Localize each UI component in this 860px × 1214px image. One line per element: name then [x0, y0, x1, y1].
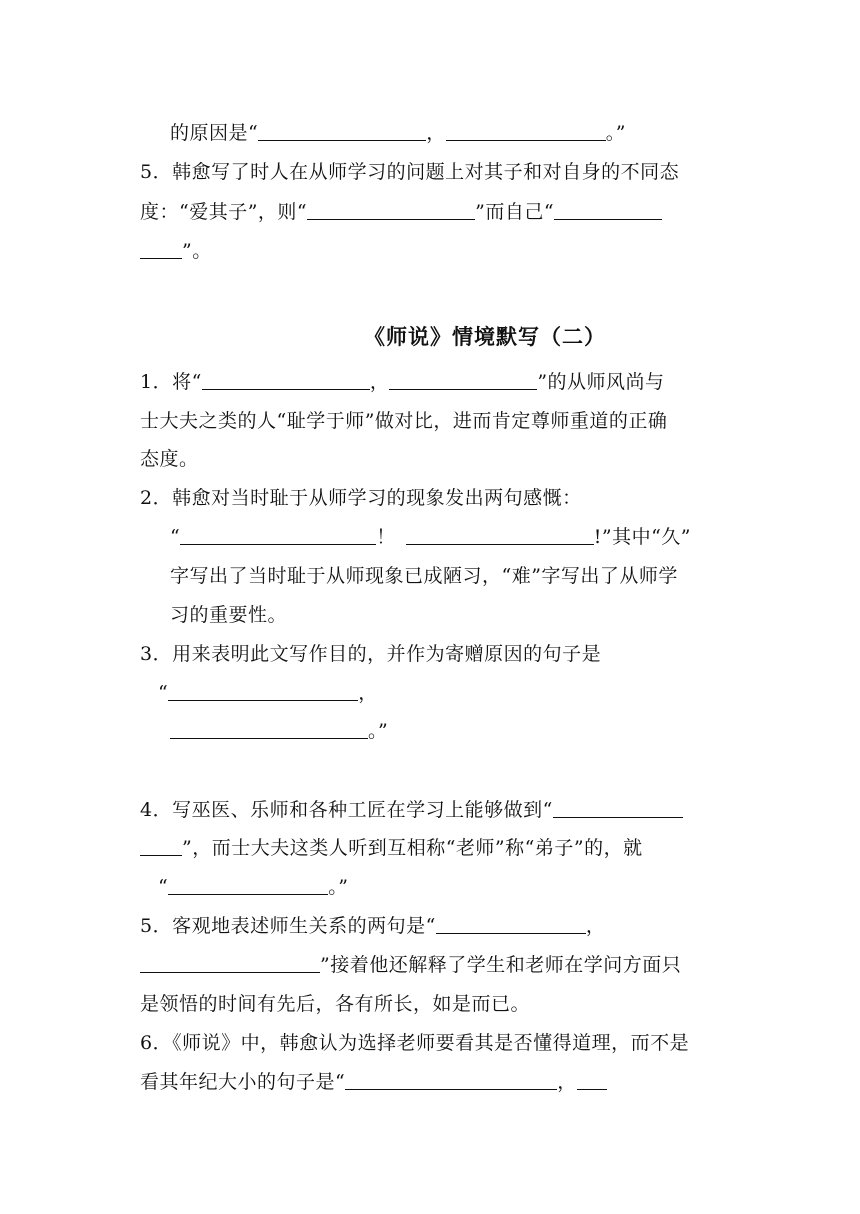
- text: “: [170, 526, 181, 548]
- prev-line-reason: [170, 120, 626, 146]
- q1-line3: 态度。: [140, 448, 199, 470]
- text: 。”: [605, 122, 626, 144]
- answer-blank[interactable]: [406, 524, 594, 545]
- q3-line3: [170, 718, 388, 744]
- q2-line3: 字写出了当时耻于从师现象已成陋习，“难”字写出了从师学: [170, 565, 678, 587]
- answer-blank[interactable]: [307, 199, 475, 220]
- q2-line4: 习的重要性。: [170, 604, 288, 626]
- answer-blank[interactable]: [140, 952, 320, 973]
- text: ”。: [182, 240, 212, 262]
- answer-blank[interactable]: [258, 120, 426, 141]
- text: 。”: [368, 720, 389, 742]
- text: ，: [585, 915, 606, 937]
- answer-blank[interactable]: [446, 120, 606, 141]
- text: 看其年纪大小的句子是“: [140, 1071, 346, 1093]
- q6-line1: 6．《师说》中，韩愈认为选择老师要看其是否懂得道理，而不是: [140, 1032, 690, 1054]
- q5-line1: [140, 913, 605, 939]
- q4-line1: [140, 797, 683, 823]
- text: ，: [358, 682, 378, 704]
- prev-q5-line2: [140, 199, 662, 225]
- text: 1．将“: [140, 371, 202, 393]
- q2-line2: [170, 524, 691, 550]
- answer-blank[interactable]: [140, 238, 182, 259]
- text: ”，而士大夫这类人听到互相称“老师”称“弟子”的，就: [182, 837, 643, 859]
- text: 5．客观地表述师生关系的两句是“: [140, 915, 436, 937]
- prev-q5-line3: [140, 238, 212, 264]
- answer-blank[interactable]: [345, 1069, 557, 1090]
- text: 4．写巫医、乐师和各种工匠在学习上能够做到“: [140, 799, 553, 821]
- answer-blank[interactable]: [389, 369, 537, 390]
- q4-line2: [140, 835, 643, 861]
- text: ”而自己“: [475, 201, 555, 223]
- text: ，: [557, 1071, 577, 1093]
- text: ”接着他还解释了学生和老师在学问方面只: [320, 954, 682, 976]
- q4-line3: [158, 874, 348, 900]
- text: 度：“爱其子”，则“: [140, 201, 308, 223]
- text: 的原因是“: [170, 122, 259, 144]
- q1-line2: 士大夫之类的人“耻学于师”做对比，进而肯定尊师重道的正确: [140, 410, 668, 432]
- answer-blank[interactable]: [180, 524, 376, 545]
- text: 。”: [328, 876, 349, 898]
- prev-q5-line1: 5．韩愈写了时人在从师学习的问题上对其子和对自身的不同态: [140, 161, 680, 183]
- q5-line2: [140, 952, 681, 978]
- q6-line2: [140, 1069, 607, 1095]
- text: “: [158, 876, 169, 898]
- answer-blank[interactable]: [577, 1069, 607, 1090]
- answer-blank[interactable]: [170, 718, 368, 739]
- text: ，: [426, 122, 446, 144]
- answer-blank[interactable]: [140, 835, 182, 856]
- text: ，: [369, 371, 390, 393]
- q3-line1: 3．用来表明此文写作目的，并作为寄赠原因的句子是: [140, 643, 602, 665]
- text: “: [158, 682, 169, 704]
- answer-blank[interactable]: [202, 369, 370, 390]
- q3-line2: [158, 680, 378, 706]
- answer-blank[interactable]: [553, 797, 683, 818]
- answer-blank[interactable]: [436, 913, 586, 934]
- answer-blank[interactable]: [554, 199, 662, 220]
- answer-blank[interactable]: [168, 874, 328, 895]
- section-title: 《师说》情境默写（二）: [364, 324, 606, 349]
- text: ”的从师风尚与: [537, 371, 665, 393]
- text: !”其中“久”: [593, 526, 692, 548]
- text: ！: [376, 526, 396, 548]
- q1-line1: [140, 369, 665, 395]
- q5-line3: 是领悟的时间有先后，各有所长，如是而已。: [140, 993, 531, 1015]
- q2-line1: 2．韩愈对当时耻于从师学习的现象发出两句感慨：: [140, 487, 582, 509]
- answer-blank[interactable]: [168, 680, 358, 701]
